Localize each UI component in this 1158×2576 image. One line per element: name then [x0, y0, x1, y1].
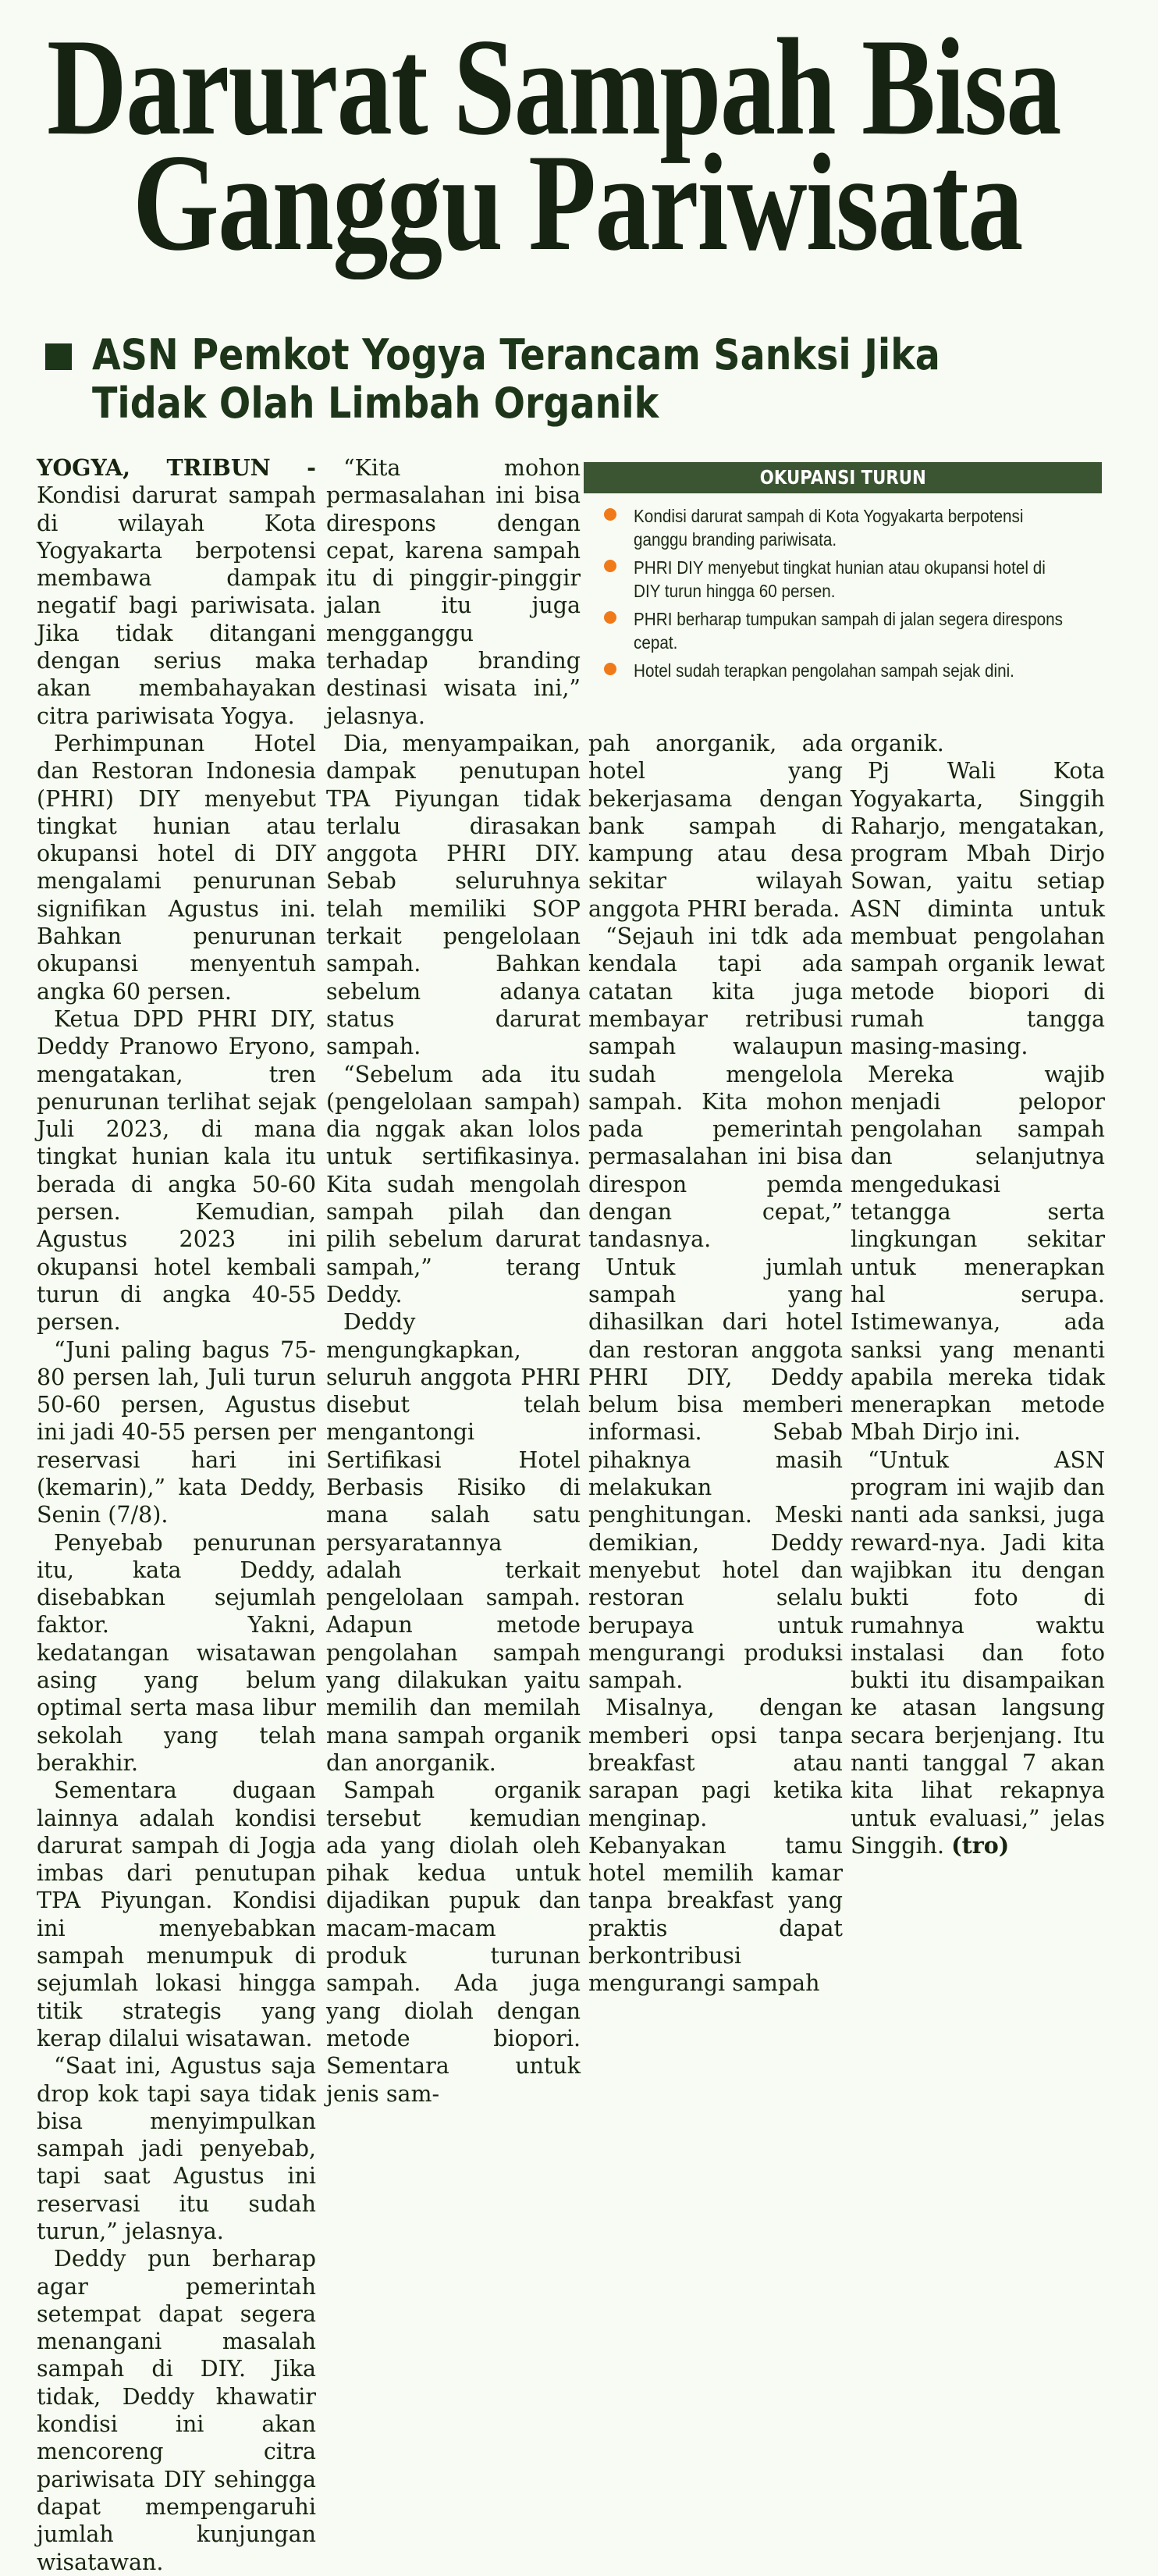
paragraph: “Sejauh ini tdk ada kendala tapi ada catatan kita juga membayar retribusi sampah walaupun sudah mengelola sampah. Kita mohon pada pemerintah permasalahan ini bisa direspon pemda dengan cepat,” tandasnya.: [588, 923, 843, 1253]
sidebar-box-title: OKUPANSI TURUN: [584, 462, 1102, 493]
paragraph: Deddy pun berharap agar pemerintah setempat dapat segera menangani masalah sampah di DIY. Jika tidak, Deddy khawatir kondisi ini akan mencoreng citra pariwisata DIY sehingga dapat mempengaruhi jumlah kunjungan wisatawan.: [37, 2246, 316, 2575]
paragraph: YOGYA, TRIBUN - Kondisi darurat sampah di wilayah Kota Yogyakarta berpotensi membawa dampak negatif bagi pariwisata. Jika tidak ditangani dengan serius maka akan membahayakan citra pariwisata Yogya.: [37, 454, 316, 729]
list-item: PHRI berharap tumpukan sampah di jalan segera direspons cepat.: [584, 607, 1102, 654]
article-column-1: [37, 454, 316, 2576]
article-column-2: [326, 454, 581, 2108]
paragraph: Untuk jumlah sampah yang dihasilkan dari hotel dan restoran anggota PHRI DIY, Deddy belum bisa memberi informasi. Sebab pihaknya masih melakukan penghitungan. Meski demikian, Deddy menyebut hotel dan restoran selalu berupaya untuk mengurangi produksi sampah.: [588, 1254, 843, 1694]
paragraph: “Saat ini, Agustus saja drop kok tapi saya tidak bisa menyimpulkan sampah jadi penyebab, tapi saat Agustus ini reservasi itu sudah turun,” jelasnya.: [37, 2053, 316, 2244]
list-item: Hotel sudah terapkan pengolahan sampah sejak dini.: [584, 659, 1102, 682]
paragraph: Penyebab penurunan itu, kata Deddy, disebabkan sejumlah faktor. Yakni, kedatangan wisatawan asing yang belum optimal serta masa libur sekolah yang telah berakhir.: [37, 1529, 316, 1776]
subheadline-line-1: ASN Pemkot Yogya Terancam Sanksi Jika: [92, 330, 940, 379]
byline: (tro): [951, 1831, 1010, 1859]
bullet-dot-icon: [604, 611, 616, 624]
paragraph: “Sebelum ada itu (pengelolaan sampah) dia nggak akan lolos untuk sertifikasinya. Kita sudah mengolah sampah pilah dan pilih sebelum darurat sampah,” terang Deddy.: [326, 1061, 581, 1308]
headline-line-1: Darurat Sampah Bisa: [47, 9, 1060, 164]
sidebar-box-list: [584, 504, 1102, 682]
paragraph: Deddy mengungkapkan, seluruh anggota PHRI disebut telah mengantongi Sertifikasi Hotel Berbasis Risiko di mana salah satu persyaratannya adalah terkait pengelolaan sampah. Adapun metode pengolahan sampah yang dilakukan yaitu memilih dan memilah mana sampah organik dan anorganik.: [326, 1309, 581, 1776]
headline-line-2: Ganggu Pariwisata: [133, 125, 1022, 279]
square-bullet-icon: [45, 343, 72, 370]
paragraph: Mereka wajib menjadi pelopor pengolahan sampah dan selanjutnya mengedukasi tetangga serta lingkungan sekitar untuk menerapkan hal serupa. Istimewanya, ada sanksi yang menanti apabila mereka tidak menerapkan metode Mbah Dirjo ini.: [851, 1061, 1105, 1446]
list-item: Kondisi darurat sampah di Kota Yogyakarta berpotensi ganggu branding pariwisata.: [584, 504, 1102, 551]
sidebar-box: [584, 462, 1102, 685]
subheadline-line-2: Tidak Olah Limbah Organik: [92, 379, 659, 428]
paragraph: organik.: [851, 731, 944, 756]
list-item: PHRI DIY menyebut tingkat hunian atau okupansi hotel di DIY turun hingga 60 persen.: [584, 556, 1102, 603]
bullet-dot-icon: [604, 560, 616, 572]
dateline: YOGYA, TRIBUN -: [37, 454, 316, 481]
paragraph: Dia, menyampaikan, dampak penutupan TPA Piyungan tidak terlalu dirasakan anggota PHRI DIY. Sebab seluruhnya telah memiliki SOP terkait pengelolaan sampah. Bahkan sebelum adanya status darurat sampah.: [326, 730, 581, 1060]
article-column-3: [588, 730, 843, 1998]
paragraph: pah anorganik, ada hotel yang bekerjasama dengan bank sampah di kampung atau desa sekitar wilayah anggota PHRI berada.: [588, 731, 843, 922]
paragraph: Ketua DPD PHRI DIY, Deddy Pranowo Eryono, mengatakan, tren penurunan terlihat sejak Juli 2023, di mana tingkat hunian kala itu berada di angka 50-60 persen. Kemudian, Agustus 2023 ini okupansi hotel kembali turun di angka 40-55 persen.: [37, 1005, 316, 1336]
article-column-4: [851, 730, 1105, 1859]
paragraph: “Kita mohon permasalahan ini bisa direspons dengan cepat, karena sampah itu di pinggir-pinggir jalan itu juga mengganggu terhadap branding destinasi wisata ini,” jelasnya.: [326, 455, 581, 729]
paragraph: “Juni paling bagus 75-80 persen lah, Juli turun 50-60 persen, Agustus ini jadi 40-55 persen per reservasi hari ini (kemarin),” kata Deddy, Senin (7/8).: [37, 1336, 316, 1528]
paragraph: “Untuk ASN program ini wajib dan nanti ada sanksi, juga reward-nya. Jadi kita wajibkan itu dengan bukti foto di rumahnya waktu instalasi dan foto bukti itu disampaikan ke atasan langsung secara berjenjang. Itu nanti tanggal 7 akan kita lihat rekapnya untuk evaluasi,” jelas Singgih. (tro): [851, 1446, 1105, 1859]
paragraph: Perhimpunan Hotel dan Restoran Indonesia (PHRI) DIY menyebut tingkat hunian atau okupansi hotel di DIY mengalami penurunan signifikan Agustus ini. Bahkan penurunan okupansi menyentuh angka 60 persen.: [37, 730, 316, 1005]
paragraph: Sampah organik tersebut kemudian ada yang diolah oleh pihak kedua untuk dijadikan pupuk dan macam-macam produk turunan sampah. Ada juga yang diolah dengan metode biopori. Sementara untuk jenis sam-: [326, 1777, 581, 2107]
paragraph: Pj Wali Kota Yogyakarta, Singgih Raharjo, mengatakan, program Mbah Dirjo Sowan, yaitu setiap ASN diminta untuk membuat pengolahan sampah organik lewat metode biopori di rumah tangga masing-masing.: [851, 758, 1105, 1060]
bullet-dot-icon: [604, 508, 616, 521]
paragraph: Misalnya, dengan memberi opsi tanpa breakfast atau sarapan pagi ketika menginap. Kebanyakan tamu hotel memilih kamar tanpa breakfast yang praktis dapat berkontribusi mengurangi sampah: [588, 1695, 843, 1997]
bullet-dot-icon: [604, 663, 616, 675]
paragraph: Sementara dugaan lainnya adalah kondisi darurat sampah di Jogja imbas dari penutupan TPA Piyungan. Kondisi ini menyebabkan sampah menumpuk di sejumlah lokasi hingga titik strategis yang kerap dilalui wisatawan.: [37, 1777, 316, 2051]
